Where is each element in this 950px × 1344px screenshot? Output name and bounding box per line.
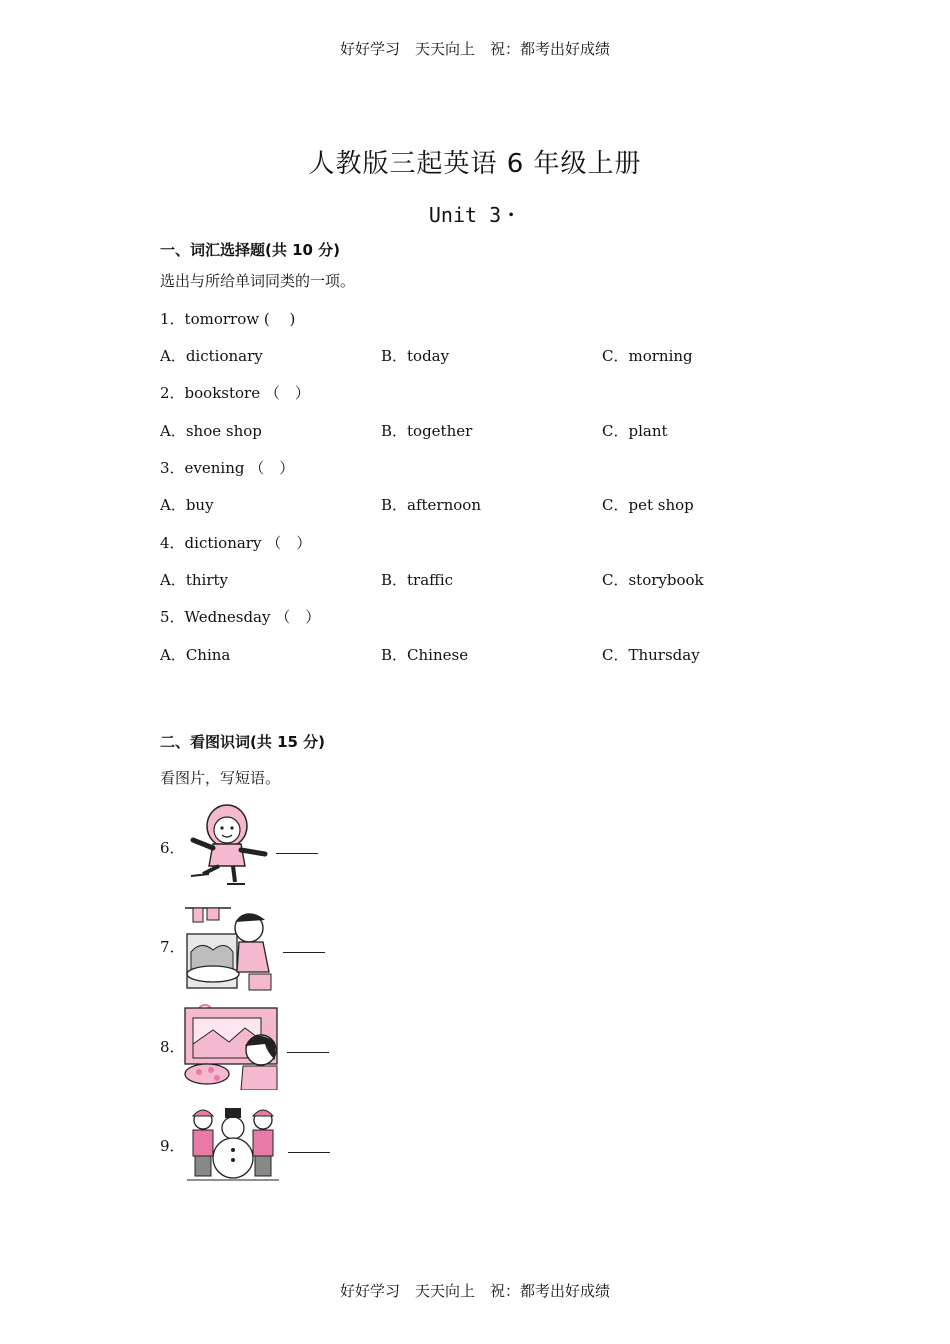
question-3-option-c: C．pet shop bbox=[602, 496, 694, 514]
question-2-option-c: C．plant bbox=[602, 422, 668, 440]
section2-title: 二、看图识词(共 15 分) bbox=[160, 733, 326, 751]
question-4-option-c: C．storybook bbox=[602, 571, 704, 589]
answer-blank-8[interactable] bbox=[287, 1052, 329, 1053]
girl-washing-clothes-illustration bbox=[183, 900, 275, 992]
question-4-option-a: A．thirty bbox=[160, 571, 228, 589]
answer-blank-6[interactable] bbox=[276, 853, 318, 854]
page-footer: 好好学习 天天向上 祝：都考出好成绩 bbox=[339, 1282, 610, 1300]
kids-making-snowman-illustration bbox=[183, 1102, 281, 1184]
question-5-option-a: A．China bbox=[160, 646, 231, 664]
question-5-stem: 5．Wednesday （ ） bbox=[160, 608, 321, 626]
question-5-option-c: C．Thursday bbox=[602, 646, 700, 664]
picture-item-7-number: 7． bbox=[160, 938, 185, 956]
girl-painting-picture-illustration bbox=[183, 1000, 279, 1090]
question-2-option-b: B．together bbox=[381, 422, 473, 440]
answer-blank-7[interactable] bbox=[283, 952, 325, 953]
document-title: 人教版三起英语 6 年级上册 bbox=[308, 149, 642, 179]
question-1-option-c: C．morning bbox=[602, 347, 693, 365]
question-3-stem: 3．evening （ ） bbox=[160, 459, 295, 477]
section2-instruction: 看图片，写短语。 bbox=[160, 769, 281, 787]
section1-title: 一、词汇选择题(共 10 分) bbox=[160, 241, 341, 259]
girl-ice-skating-illustration bbox=[183, 800, 271, 890]
picture-item-8-number: 8． bbox=[160, 1038, 185, 1056]
page-header: 好好学习 天天向上 祝：都考出好成绩 bbox=[339, 40, 610, 58]
question-2-stem: 2．bookstore （ ） bbox=[160, 384, 310, 402]
answer-blank-9[interactable] bbox=[288, 1152, 330, 1153]
question-1-stem: 1．tomorrow ( ) bbox=[160, 310, 296, 328]
question-2-option-a: A．shoe shop bbox=[160, 422, 262, 440]
question-3-option-a: A．buy bbox=[160, 496, 214, 514]
question-1-option-b: B．today bbox=[381, 347, 450, 365]
question-4-stem: 4．dictionary （ ） bbox=[160, 534, 312, 552]
section1-instruction: 选出与所给单词同类的一项。 bbox=[160, 272, 356, 290]
document-subtitle: Unit 3・ bbox=[428, 203, 522, 227]
question-5-option-b: B．Chinese bbox=[381, 646, 469, 664]
question-4-option-b: B．traffic bbox=[381, 571, 454, 589]
question-1-option-a: A．dictionary bbox=[160, 347, 263, 365]
picture-item-9-number: 9． bbox=[160, 1137, 185, 1155]
picture-item-6-number: 6． bbox=[160, 839, 185, 857]
question-3-option-b: B．afternoon bbox=[381, 496, 481, 514]
